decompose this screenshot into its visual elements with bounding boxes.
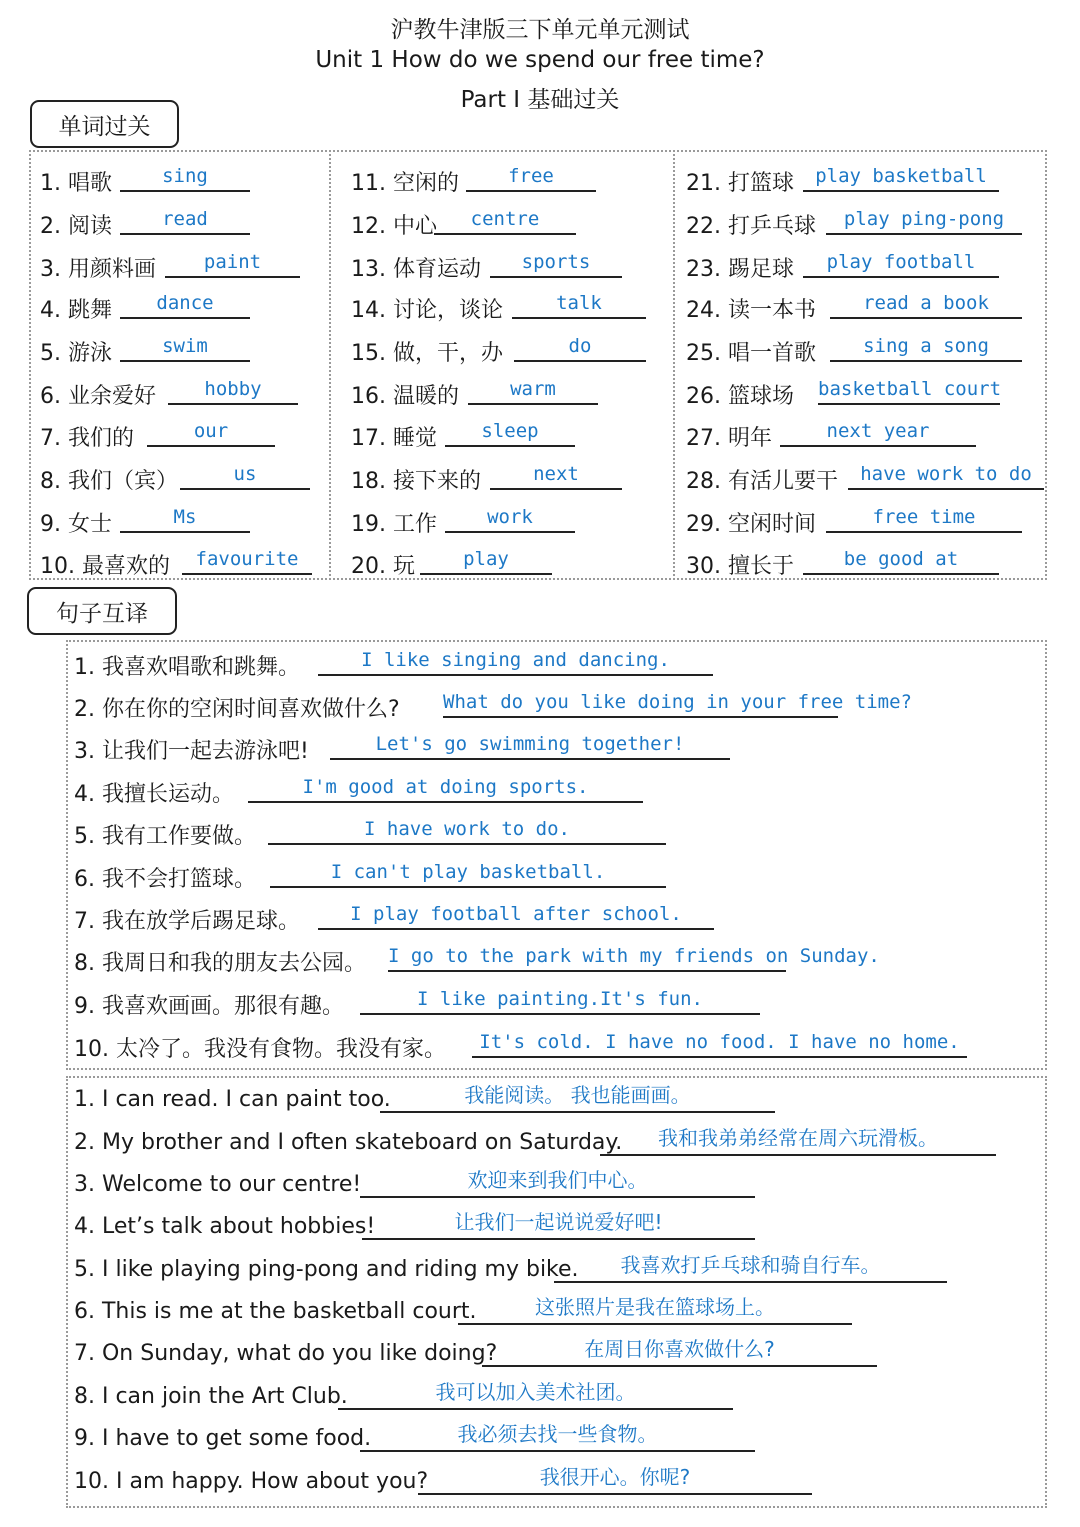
answer-blank[interactable]: [445, 506, 575, 533]
answer-text: It's cold. I have no food. I have no home.: [479, 1031, 960, 1053]
answer-text: next: [533, 463, 579, 485]
answer-text: next year: [826, 420, 930, 442]
answer-text: us: [233, 463, 257, 485]
question-prompt: 12. 中心: [351, 214, 437, 239]
answer-text: 我喜欢打乒乓球和骑自行车。: [620, 1253, 881, 1277]
answer-text: play football: [826, 251, 976, 273]
answer-blank[interactable]: [330, 733, 730, 760]
answer-text: paint: [203, 251, 262, 273]
question-prompt: 15. 做，干，办: [351, 341, 503, 366]
answer-blank[interactable]: [830, 292, 1022, 319]
answer-blank[interactable]: [168, 378, 298, 405]
question-prompt: 8. I can join the Art Club.: [74, 1384, 348, 1409]
answer-text: centre: [470, 208, 540, 230]
answer-blank[interactable]: [318, 903, 714, 930]
answer-text: sing a song: [863, 335, 989, 357]
answer-blank[interactable]: [512, 292, 646, 319]
question-prompt: 4. Let’s talk about hobbies!: [74, 1214, 376, 1239]
answer-text: 我能阅读。 我也能画画。: [464, 1083, 691, 1107]
answer-blank[interactable]: [443, 691, 912, 718]
answer-blank[interactable]: [420, 548, 552, 575]
question-prompt: 9. 女士: [40, 512, 112, 537]
answer-blank[interactable]: [360, 1168, 755, 1198]
section-label-words: 单词过关: [30, 100, 179, 148]
question-prompt: 3. 让我们一起去游泳吧!: [74, 739, 309, 764]
answer-text: read: [162, 208, 208, 230]
answer-blank[interactable]: [445, 420, 575, 447]
question-prompt: 2. 你在你的空闲时间喜欢做什么?: [74, 697, 400, 722]
answer-text: play basketball: [815, 165, 987, 187]
part-title: Part Ⅰ 基础过关: [460, 87, 620, 113]
answer-blank[interactable]: [434, 208, 576, 235]
answer-blank[interactable]: [468, 378, 598, 405]
answer-text: 我很开心。你呢?: [539, 1465, 691, 1489]
answer-text: warm: [510, 378, 556, 400]
answer-blank[interactable]: [362, 1210, 755, 1240]
unit-title: Unit 1 How do we spend our free time?: [315, 47, 765, 73]
answer-blank[interactable]: [147, 420, 275, 447]
answer-text: hobby: [204, 378, 262, 400]
question-prompt: 5. 我有工作要做。: [74, 824, 256, 849]
answer-blank[interactable]: [248, 776, 643, 803]
question-prompt: 6. 我不会打篮球。: [74, 867, 256, 892]
answer-text: swim: [162, 335, 208, 357]
question-prompt: 14. 讨论，谈论: [351, 298, 503, 323]
answer-text: do: [568, 335, 592, 357]
answer-blank[interactable]: [458, 1295, 852, 1325]
answer-text: I like painting.It's fun.: [417, 988, 703, 1010]
answer-blank[interactable]: [120, 335, 250, 362]
question-prompt: 5. 游泳: [40, 341, 112, 366]
answer-text: favourite: [195, 548, 299, 570]
answer-text: talk: [556, 292, 602, 314]
answer-blank[interactable]: [466, 165, 596, 192]
answer-blank[interactable]: [120, 165, 250, 192]
answer-blank[interactable]: [818, 378, 1002, 405]
question-prompt: 22. 打乒乓球: [686, 214, 816, 239]
question-prompt: 10. 最喜欢的: [40, 554, 170, 579]
answer-blank[interactable]: [120, 292, 250, 319]
question-prompt: 16. 温暖的: [351, 384, 459, 409]
answer-text: sleep: [481, 420, 539, 442]
answer-text: play ping-pong: [843, 208, 1005, 230]
answer-blank[interactable]: [338, 1380, 733, 1410]
question-prompt: 18. 接下来的: [351, 469, 481, 494]
answer-blank[interactable]: [120, 506, 250, 533]
question-prompt: 9. 我喜欢画画。那很有趣。: [74, 994, 344, 1019]
question-prompt: 23. 踢足球: [686, 257, 794, 282]
answer-text: free time: [872, 506, 976, 528]
answer-blank[interactable]: [418, 1465, 812, 1495]
question-prompt: 13. 体育运动: [351, 257, 481, 282]
question-prompt: 1. I can read. I can paint too.: [74, 1087, 391, 1112]
answer-text: be good at: [843, 548, 959, 570]
answer-text: our: [193, 420, 229, 442]
answer-blank[interactable]: [388, 945, 880, 972]
question-prompt: 5. I like playing ping-pong and riding my bike.: [74, 1257, 579, 1282]
answer-blank[interactable]: [360, 1422, 755, 1452]
answer-text: 让我们一起说说爱好吧!: [454, 1210, 663, 1234]
question-prompt: 10. 太冷了。我没有食物。我没有家。: [74, 1037, 446, 1062]
answer-blank[interactable]: [830, 335, 1022, 362]
answer-blank[interactable]: [780, 420, 976, 447]
answer-text: 在周日你喜欢做什么?: [584, 1337, 775, 1361]
question-prompt: 1. 唱歌: [40, 171, 112, 196]
question-prompt: 3. 用颜料画: [40, 257, 156, 282]
question-prompt: 2. My brother and I often skateboard on Saturday.: [74, 1130, 623, 1155]
answer-text: Let's go swimming together!: [375, 733, 685, 755]
answer-blank[interactable]: [803, 165, 999, 192]
answer-text: I have work to do.: [364, 818, 570, 840]
answer-text: 我和我弟弟经常在周六玩滑板。: [658, 1126, 938, 1150]
answer-blank[interactable]: [803, 548, 999, 575]
answer-blank[interactable]: [514, 335, 646, 362]
answer-blank[interactable]: [472, 1031, 967, 1058]
answer-blank[interactable]: [380, 1083, 775, 1113]
answer-text: 我可以加入美术社团。: [435, 1380, 636, 1404]
question-prompt: 4. 跳舞: [40, 298, 112, 323]
question-prompt: 17. 睡觉: [351, 426, 437, 451]
question-prompt: 24. 读一本书: [686, 298, 816, 323]
answer-blank[interactable]: [360, 988, 760, 1015]
answer-text: What do you like doing in your free time?: [443, 691, 912, 713]
answer-text: basketball court: [818, 378, 1002, 400]
question-prompt: 3. Welcome to our centre!: [74, 1172, 362, 1197]
answer-blank[interactable]: [554, 1253, 947, 1283]
answer-text: I can't play basketball.: [330, 861, 606, 883]
question-prompt: 19. 工作: [351, 512, 437, 537]
question-prompt: 9. I have to get some food.: [74, 1426, 372, 1451]
answer-blank[interactable]: [182, 548, 312, 575]
question-prompt: 26. 篮球场: [686, 384, 794, 409]
question-prompt: 7. 我在放学后踢足球。: [74, 909, 300, 934]
answer-text: play: [463, 548, 509, 570]
answer-blank[interactable]: [600, 1126, 996, 1156]
answer-blank[interactable]: [482, 1337, 877, 1367]
answer-text: I go to the park with my friends on Sunday.: [388, 945, 880, 967]
answer-text: Ms: [173, 506, 197, 528]
answer-blank[interactable]: [165, 251, 300, 278]
question-prompt: 11. 空闲的: [351, 171, 459, 196]
question-prompt: 10. I am happy. How about you?: [74, 1469, 429, 1494]
answer-text: I play football after school.: [350, 903, 682, 925]
question-prompt: 27. 明年: [686, 426, 772, 451]
answer-text: 欢迎来到我们中心。: [467, 1168, 648, 1192]
question-prompt: 7. 我们的: [40, 426, 134, 451]
column-divider: [329, 150, 331, 580]
question-prompt: 29. 空闲时间: [686, 512, 816, 537]
answer-text: sing: [162, 165, 208, 187]
question-prompt: 4. 我擅长运动。: [74, 782, 234, 807]
question-prompt: 2. 阅读: [40, 214, 112, 239]
answer-text: I like singing and dancing.: [361, 649, 670, 671]
answer-text: 这张照片是我在篮球场上。: [535, 1295, 775, 1319]
answer-blank[interactable]: [490, 463, 622, 490]
answer-blank[interactable]: [826, 506, 1022, 533]
question-prompt: 30. 擅长于: [686, 554, 794, 579]
question-prompt: 1. 我喜欢唱歌和跳舞。: [74, 655, 300, 680]
answer-text: have work to do: [860, 463, 1032, 485]
question-prompt: 20. 玩: [351, 554, 415, 579]
question-prompt: 6. This is me at the basketball court.: [74, 1299, 477, 1324]
worksheet-title: 沪教牛津版三下单元单元测试: [390, 17, 690, 43]
question-prompt: 21. 打篮球: [686, 171, 794, 196]
column-divider: [673, 150, 675, 580]
section-label-sentences: 句子互译: [27, 587, 177, 635]
answer-blank[interactable]: [120, 208, 250, 235]
answer-text: free: [508, 165, 554, 187]
question-prompt: 28. 有活儿要干: [686, 469, 838, 494]
question-prompt: 8. 我周日和我的朋友去公园。: [74, 951, 366, 976]
question-prompt: 7. On Sunday, what do you like doing?: [74, 1341, 498, 1366]
answer-blank[interactable]: [180, 463, 310, 490]
answer-text: read a book: [863, 292, 989, 314]
answer-blank[interactable]: [270, 861, 666, 888]
question-prompt: 8. 我们（宾）: [40, 469, 178, 494]
question-prompt: 6. 业余爱好: [40, 384, 156, 409]
answer-text: I'm good at doing sports.: [302, 776, 589, 798]
answer-text: 我必须去找一些食物。: [457, 1422, 658, 1446]
answer-blank[interactable]: [268, 818, 666, 845]
answer-text: work: [487, 506, 533, 528]
question-prompt: 25. 唱一首歌: [686, 341, 816, 366]
answer-blank[interactable]: [826, 208, 1022, 235]
answer-blank[interactable]: [490, 251, 622, 278]
answer-text: sports: [521, 251, 591, 273]
answer-blank[interactable]: [803, 251, 999, 278]
answer-text: dance: [156, 292, 214, 314]
answer-blank[interactable]: [318, 649, 713, 676]
answer-blank[interactable]: [848, 463, 1044, 490]
